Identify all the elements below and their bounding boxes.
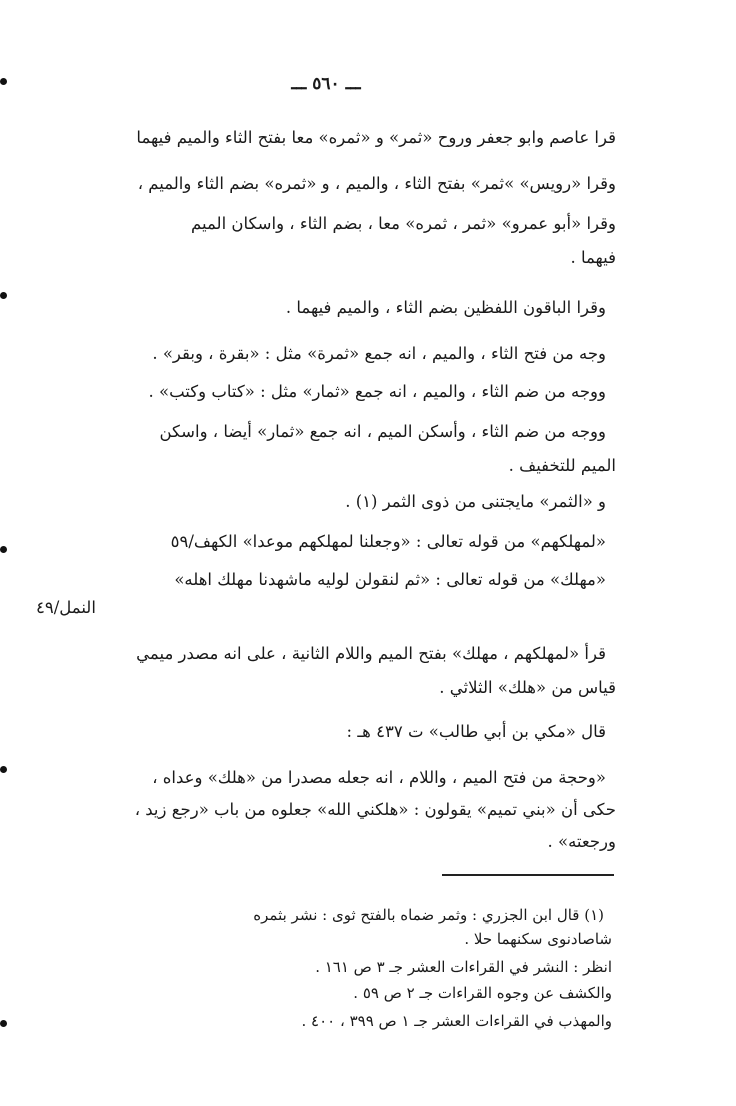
text-line: قرا عاصم وابو جعفر وروح «ثمر» و «ثمره» معا بفتح الثاء والميم فيهما <box>136 128 616 147</box>
document-page <box>36 0 616 1106</box>
footnote-line: شاصادنوى سكنهما حلا . <box>464 930 612 948</box>
text-line: وقرا «أبو عمرو» «ثمر ، ثمره» معا ، بضم الثاء ، واسكان الميم <box>191 214 616 233</box>
text-line: «وحجة من فتح الميم ، واللام ، انه جعله مصدرا من «هلك» وعداه ، <box>152 768 606 787</box>
text-line: وقرا «رويس» »ثمر» بفتح الثاء ، والميم ، و «ثمره» بضم الثاء والميم ، <box>137 174 616 193</box>
text-line: و «الثمر» مايجتنى من ذوى الثمر (١) . <box>345 492 606 511</box>
binding-hole-mark <box>0 546 7 553</box>
footnote-line: انظر : النشر في القراءات العشر جـ ٣ ص ١٦١ . <box>315 958 612 976</box>
text-line: قال «مكي بن أبي طالب» ت ٤٣٧ هـ : <box>346 722 606 741</box>
text-line: «لمهلكهم» من قوله تعالى : «وجعلنا لمهلكهم موعدا» الكهف/٥٩ <box>170 532 606 551</box>
text-line: وقرا الباقون اللفظين بضم الثاء ، والميم فيهما . <box>285 298 606 317</box>
text-line: الميم للتخفيف . <box>508 456 616 475</box>
text-line: ووجه من ضم الثاء ، وأسكن الميم ، انه جمع «ثمار» أيضا ، واسكن <box>159 422 606 441</box>
binding-hole-mark <box>0 78 7 85</box>
footnote-line: والمهذب في القراءات العشر جـ ١ ص ٣٩٩ ، ٤٠٠ . <box>301 1012 612 1030</box>
footnote-divider <box>442 874 614 876</box>
text-line: حكى أن «بني تميم» يقولون : «هلكني الله» جعلوه من باب «رجع زيد ، <box>134 800 616 819</box>
binding-hole-mark <box>0 766 7 773</box>
page-number: ـــ ٥٦٠ ـــ <box>291 74 361 94</box>
footnote-line: (١) قال ابن الجزري : وثمر ضماه بالفتح ثوى : نشر بثمره <box>253 906 604 924</box>
text-line: فيهما . <box>570 248 616 267</box>
text-line: ووجه من ضم الثاء ، والميم ، انه جمع «ثمار» مثل : «كتاب وكتب» . <box>148 382 606 401</box>
text-line: النمل/٤٩ <box>36 598 96 617</box>
text-line: قرأ «لمهلكهم ، مهلك» بفتح الميم واللام الثانية ، على انه مصدر ميمي <box>136 644 606 663</box>
footnote-line: والكشف عن وجوه القراءات جـ ٢ ص ٥٩ . <box>353 984 612 1002</box>
text-line: قياس من «هلك» الثلاثي . <box>439 678 616 697</box>
binding-hole-mark <box>0 292 7 299</box>
text-line: «مهلك» من قوله تعالى : «ثم لنقولن لوليه ماشهدنا مهلك اهله» <box>174 570 606 589</box>
text-line: وجه من فتح الثاء ، والميم ، انه جمع «ثمرة» مثل : «بقرة ، وبقر» . <box>152 344 606 363</box>
binding-hole-mark <box>0 1020 7 1027</box>
text-line: ورجعته» . <box>547 832 616 851</box>
